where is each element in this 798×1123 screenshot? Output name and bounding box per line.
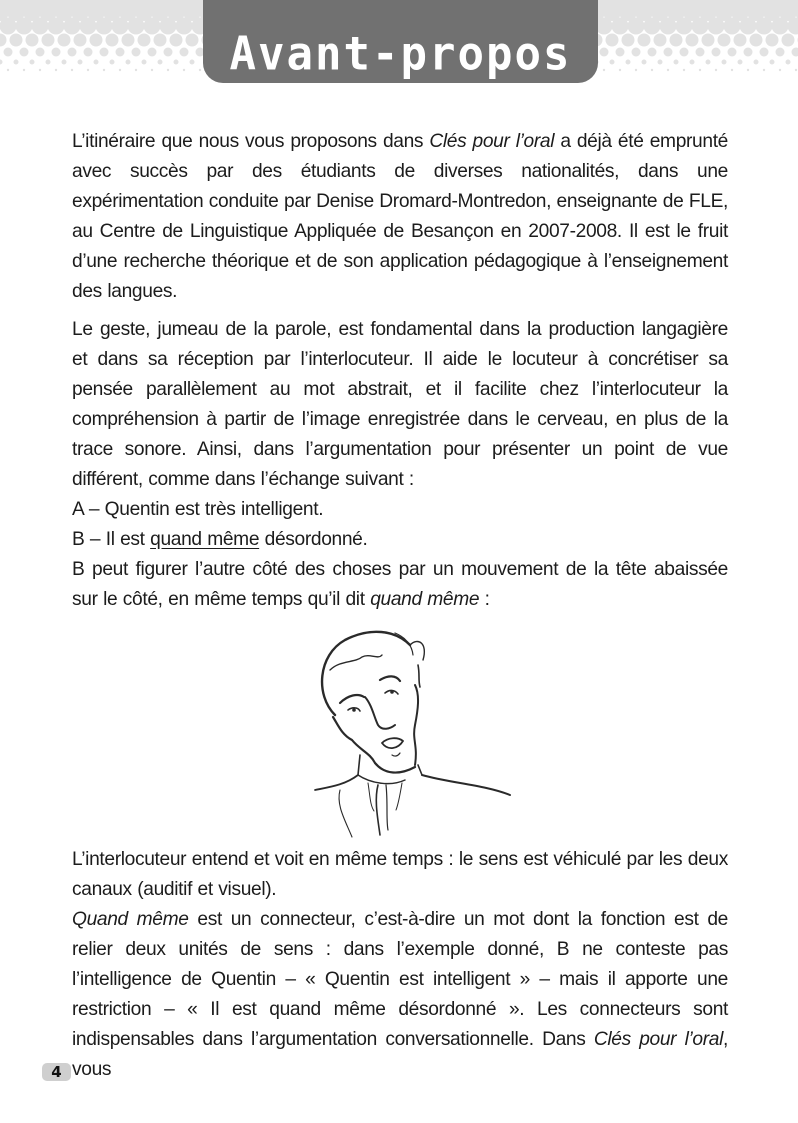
halftone-dot: [110, 60, 115, 65]
halftone-dot: [36, 48, 45, 57]
halftone-dot: [667, 69, 669, 71]
man-sketch-illustration: [300, 625, 525, 840]
underlined-connector: quand même: [150, 529, 260, 550]
halftone-dot: [135, 69, 137, 71]
halftone-dot: [619, 69, 621, 71]
halftone-dot: [158, 60, 163, 65]
halftone-dot: [122, 34, 135, 47]
halftone-dot: [0, 34, 7, 47]
text-run: Le geste, jumeau de la parole, est fondamental dans la production langagière et dans sa réception par l’interlocuteur. Il aide le locuteur à concrétiser sa pensée parallèlement au mot abstrait, et il facilite chez l’interlocuteur la compréhension à partir de l’image enregistrée dans le cerveau, en plus de la trace sonore. Ainsi, dans l’argumentation pour présenter un point de vue différent, comme dans l’échange suivant :: [72, 319, 728, 490]
paragraph-gesture: [72, 315, 728, 495]
halftone-dot: [183, 69, 185, 71]
halftone-dot: [795, 69, 797, 71]
halftone-dot: [164, 48, 173, 57]
halftone-dot: [52, 48, 61, 57]
halftone-dot: [654, 34, 667, 47]
halftone-dot: [148, 48, 157, 57]
halftone-dot: [612, 18, 629, 35]
halftone-dot: [58, 34, 71, 47]
halftone-dot: [16, 18, 33, 35]
halftone-dot: [10, 34, 23, 47]
paragraph-intro: [72, 127, 728, 307]
halftone-dot: [626, 60, 631, 65]
dialogue-line-b: [72, 525, 728, 555]
halftone-dot: [670, 34, 683, 47]
halftone-dots-right: [596, 0, 798, 75]
halftone-dot: [603, 69, 605, 71]
connector-italic: Quand même: [72, 909, 189, 930]
halftone-dot: [154, 34, 167, 47]
text-run: désordonné.: [259, 529, 368, 550]
halftone-dot: [724, 18, 741, 35]
halftone-dot: [126, 60, 131, 65]
halftone-dot: [46, 60, 51, 65]
halftone-dot: [722, 60, 727, 65]
halftone-dot: [738, 60, 743, 65]
halftone-dot: [199, 69, 201, 71]
halftone-dot: [84, 48, 93, 57]
halftone-dot: [782, 34, 795, 47]
halftone-dot: [71, 69, 73, 71]
halftone-dot: [23, 69, 25, 71]
halftone-dot: [30, 60, 35, 65]
halftone-dot: [683, 69, 685, 71]
paragraph-channels: L’interlocuteur entend et voit en même temps : le sens est véhiculé par les deux canaux (auditif et visuel).: [72, 849, 728, 900]
text-run: L’itinéraire que nous vous proposons dans: [72, 131, 430, 152]
halftone-dot: [190, 60, 195, 65]
halftone-dot: [696, 48, 705, 57]
halftone-dot: [712, 48, 721, 57]
halftone-dot: [119, 69, 121, 71]
halftone-dot: [776, 48, 785, 57]
body-text: [72, 127, 728, 615]
halftone-dot: [750, 34, 763, 47]
body-text-continued: [72, 845, 728, 1085]
halftone-dot: [692, 18, 709, 35]
halftone-dot: [715, 69, 717, 71]
halftone-dot: [702, 34, 715, 47]
book-title-italic: Clés pour l’oral: [593, 1029, 724, 1050]
text-run: B peut figurer l’autre côté des choses par un mouvement de la tête abaissée sur le côté, en même temps qu’il dit: [72, 559, 728, 610]
halftone-dot: [0, 18, 17, 35]
halftone-dot: [7, 69, 9, 71]
title-banner: [203, 0, 598, 83]
halftone-dot: [658, 60, 663, 65]
halftone-dot: [744, 48, 753, 57]
text-run: B – Il est: [72, 529, 151, 550]
halftone-dot: [718, 34, 731, 47]
text-run: :: [479, 589, 490, 610]
halftone-dot: [112, 18, 129, 35]
paragraph-connector: [72, 905, 728, 1085]
halftone-dot: [644, 18, 661, 35]
halftone-dot: [747, 69, 749, 71]
halftone-dot: [740, 18, 757, 35]
halftone-dot: [674, 60, 679, 65]
connector-italic: quand même: [370, 589, 480, 610]
halftone-dot: [32, 18, 49, 35]
halftone-dots-left: [0, 0, 205, 75]
halftone-dot: [622, 34, 635, 47]
halftone-dot: [651, 69, 653, 71]
halftone-dot: [680, 48, 689, 57]
halftone-dot: [770, 60, 775, 65]
halftone-dot: [78, 60, 83, 65]
halftone-dot: [176, 18, 193, 35]
halftone-dot: [648, 48, 657, 57]
halftone-dot: [96, 18, 113, 35]
halftone-dot: [699, 69, 701, 71]
gesture-explanation: [72, 555, 728, 615]
halftone-dot: [167, 69, 169, 71]
halftone-dot: [180, 48, 189, 57]
halftone-dot: [616, 48, 625, 57]
halftone-dot: [763, 69, 765, 71]
halftone-dot: [186, 34, 199, 47]
halftone-dot: [4, 48, 13, 57]
halftone-dot: [628, 18, 645, 35]
halftone-dot: [638, 34, 651, 47]
halftone-dot: [756, 18, 773, 35]
halftone-dot: [142, 60, 147, 65]
halftone-dot: [686, 34, 699, 47]
halftone-dot: [128, 18, 145, 35]
halftone-dot: [138, 34, 151, 47]
halftone-dot: [676, 18, 693, 35]
halftone-dot: [606, 34, 619, 47]
halftone-dot: [600, 48, 609, 57]
halftone-dot: [754, 60, 759, 65]
halftone-dot: [632, 48, 641, 57]
halftone-dot: [728, 48, 737, 57]
halftone-dot: [68, 48, 77, 57]
halftone-dot: [151, 69, 153, 71]
page-title: Avant-propos: [229, 27, 572, 82]
halftone-dot: [779, 69, 781, 71]
halftone-dot: [766, 34, 779, 47]
halftone-dot: [103, 69, 105, 71]
halftone-dot: [610, 60, 615, 65]
text-run: , vous: [72, 1029, 728, 1080]
halftone-dot: [144, 18, 161, 35]
halftone-dot: [635, 69, 637, 71]
halftone-dot: [170, 34, 183, 47]
text-run: est un connecteur, c’est-à-dire un mot dont la fonction est de relier deux unités de sens : dans l’exemple donné, B ne conteste pas l’intelligence de Quentin – « Quentin est intelligent » – mais il apporte une restriction – « Il est quand même désordonné ». Les connecteurs sont indispensables dans l’argumentation conversationnelle. Dans: [72, 909, 728, 1050]
halftone-dot: [174, 60, 179, 65]
text-run: a déjà été emprunté avec succès par des étudiants de diverses nationalités, dans une expérimentation conduite par Denise Dromard-Montredon, enseignante de FLE, au Centre de Linguistique Appliquée de Besançon en 2007-2008. Il est le fruit d’une recherche théorique et de son application pédagogique à l’enseignement des langues.: [72, 131, 728, 302]
halftone-dot: [664, 48, 673, 57]
halftone-dot: [14, 60, 19, 65]
halftone-dot: [39, 69, 41, 71]
halftone-dot: [708, 18, 725, 35]
halftone-dot: [48, 18, 65, 35]
halftone-dot: [106, 34, 119, 47]
halftone-dot: [786, 60, 791, 65]
halftone-dot: [64, 18, 81, 35]
halftone-dot: [772, 18, 789, 35]
halftone-dot: [642, 60, 647, 65]
book-title-italic: Clés pour l’oral: [429, 131, 555, 152]
page-number-badge: 4: [42, 1063, 71, 1081]
halftone-dot: [80, 18, 97, 35]
halftone-dot: [55, 69, 57, 71]
halftone-dot: [26, 34, 39, 47]
halftone-dot: [132, 48, 141, 57]
halftone-dot: [706, 60, 711, 65]
halftone-dot: [90, 34, 103, 47]
halftone-dot: [731, 69, 733, 71]
halftone-dot: [94, 60, 99, 65]
halftone-dot: [596, 18, 613, 35]
halftone-dot: [87, 69, 89, 71]
halftone-dot: [74, 34, 87, 47]
halftone-dot: [42, 34, 55, 47]
halftone-dot: [116, 48, 125, 57]
halftone-dot: [62, 60, 67, 65]
dialogue-line-a: A – Quentin est très intelligent.: [72, 499, 324, 520]
halftone-dot: [734, 34, 747, 47]
halftone-dot: [660, 18, 677, 35]
halftone-dot: [100, 48, 109, 57]
halftone-dot: [690, 60, 695, 65]
halftone-dot: [0, 60, 3, 65]
halftone-dot: [20, 48, 29, 57]
halftone-dot: [792, 48, 798, 57]
halftone-dot: [160, 18, 177, 35]
halftone-dot: [760, 48, 769, 57]
